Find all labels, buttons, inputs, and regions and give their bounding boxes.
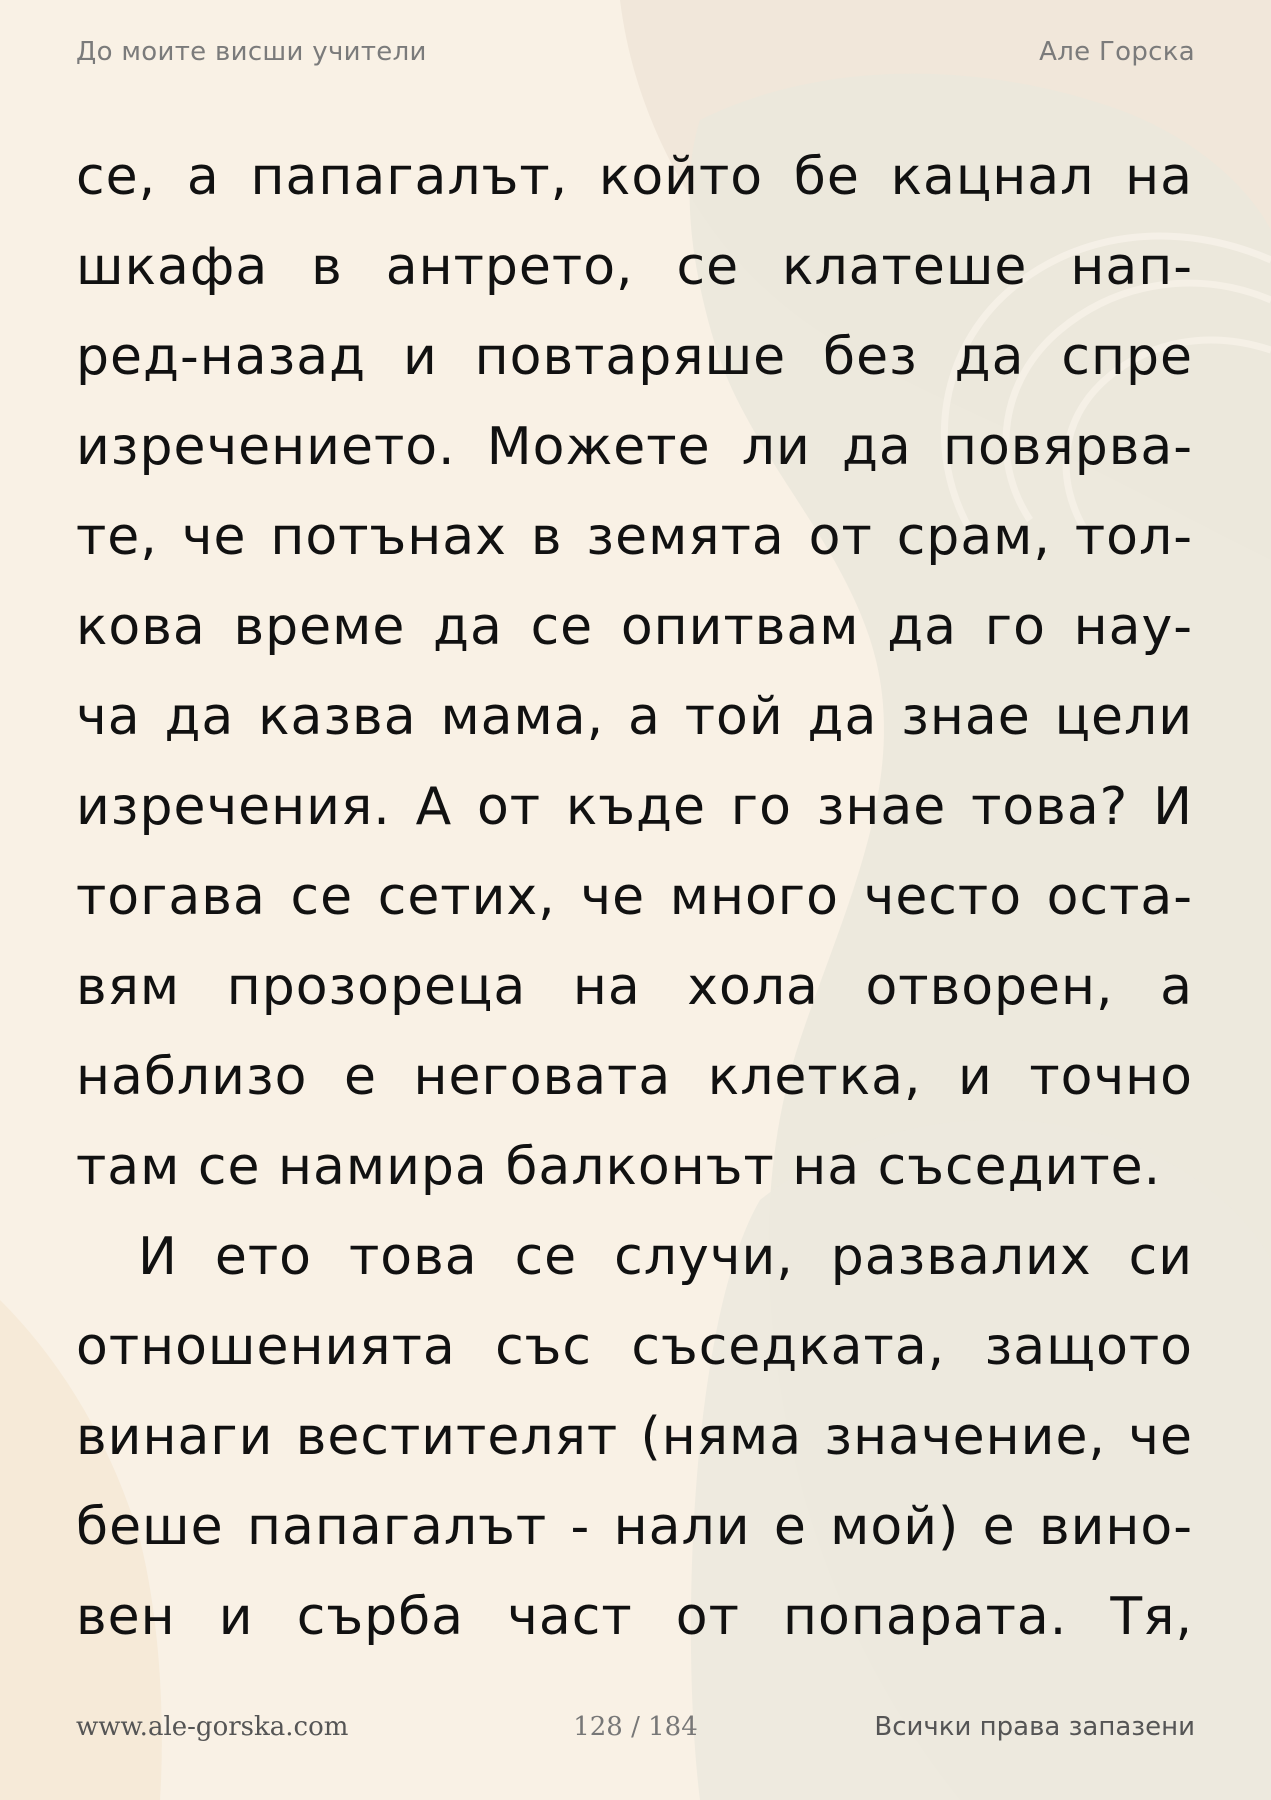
text-line: ред-назад и повтаряше без да спре [76, 327, 1193, 387]
text-line: те, че потънах в земята от срам, тол- [76, 507, 1193, 567]
text-line: отношенията със съседката, защото [76, 1317, 1193, 1377]
text-line: се, а папагалът, който бе кацнал на [76, 147, 1193, 207]
page-body [76, 132, 1193, 1662]
text-line: наблизо е неговата клетка, и точно [76, 1047, 1193, 1107]
text-line: изречението. Можете ли да повярва- [76, 417, 1193, 477]
text-line: вен и сърба част от попарата. Тя, [76, 1587, 1193, 1647]
page-header [76, 34, 1195, 70]
page-footer [76, 1712, 1195, 1752]
author-name: Але Горска [1039, 37, 1195, 67]
text-line: вям прозореца на хола отворен, а [76, 957, 1193, 1017]
text-line: беше папагалът - нали е мой) е вино- [76, 1497, 1193, 1557]
website-link[interactable]: www.ale-gorska.com [76, 1712, 349, 1742]
text-line: ча да казва мама, а той да знае цели [76, 687, 1193, 747]
text-line: шкафа в антрето, се клатеше нап- [76, 237, 1193, 297]
text-line-paragraph-start: И ето това се случи, развалих си [138, 1227, 1193, 1287]
page-number: 128 / 184 [573, 1712, 698, 1742]
copyright-notice: Всички права запазени [874, 1712, 1195, 1742]
text-line: там се намира балконът на съседите. [76, 1137, 1162, 1197]
text-line: кова време да се опитвам да го нау- [76, 597, 1193, 657]
text-line: тогава се сетих, че много често оста- [76, 867, 1193, 927]
book-title: До моите висши учители [76, 37, 427, 67]
text-line: винаги вестителят (няма значение, че [76, 1407, 1193, 1467]
text-line: изречения. А от къде го знае това? И [76, 777, 1193, 837]
